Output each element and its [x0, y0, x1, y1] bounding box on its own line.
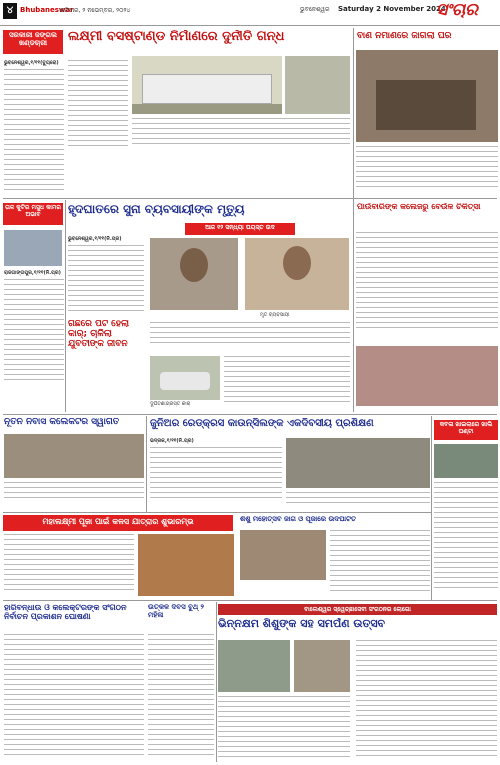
right-top-headline: ବାଣ ନିର୍ମାଣରେ ଜାଗିଲା ଘର	[357, 32, 452, 41]
bottom-text-left	[218, 696, 350, 762]
child-fest-headline: ଶିଶୁ ମହୋତ୍ସବ ଜାଗ ଓ ପୂଜାରେ ଉଦଘାଟିତ	[240, 516, 356, 523]
fire-house-photo	[356, 50, 498, 142]
haribandha-headline: ହାରିବନ୍ଧାଉ ଓ କଲେକ୍ଟରଙ୍କ ସଂଗଠନ ନିର୍ବାଚନ ପ୍ରକାଶନ ଘୋଷଣା	[4, 604, 127, 621]
bottom-headline: ଭିନ୍ନକ୍ଷମ ଶିଶୁଙ୍କ ସହ ସମର୍ପଣ ଉତ୍ସବ	[218, 618, 386, 630]
collector-welcome-photo	[4, 434, 144, 478]
child-fest-text	[330, 530, 430, 596]
center-headline: ହୃଦଘାତରେ ସୁନା ବ୍ୟବସାୟୀଙ୍କ ମୃତ୍ୟୁ	[68, 203, 245, 216]
odia-place: ଭୁବନେଶ୍ୱର	[300, 6, 330, 13]
odia-date: ଶନିବାର, ୨ ନଭେମ୍ବର, ୨୦୨୪	[60, 7, 131, 14]
left-lower-text	[4, 482, 144, 504]
children-photo	[218, 640, 290, 692]
main-headline: ଲକ୍ଷ୍ମୀ ବସଷ୍ଟାଣ୍ଡ ନିର୍ମାଣରେ ଦୁର୍ନୀତି ଗନ୍ଧ	[68, 30, 285, 44]
left-lower-headline: ନୂତନ ନିବାସ କଲେକଟର ସ୍ୱାଗତ	[4, 418, 120, 427]
crash-caption: ଦୁର୍ଘଟଣାଗ୍ରସ୍ତ କାର୍	[150, 401, 191, 407]
booth-headline: ଉତ୍କଳ ଦିବସ ବୁଥ୍ ୨ ମହିଳା	[148, 604, 205, 619]
redcross-text-2	[286, 492, 430, 508]
businessman-photo	[150, 238, 238, 310]
children-photo-2	[294, 640, 350, 692]
dateline: ଭଦ୍ରକ,୧/୧୧(ନି.ପ୍ର)	[150, 438, 194, 444]
dateline: ଭୁବନେଶ୍ୱର,୧/୧୧(ବ୍ୟୁରୋ)	[4, 60, 59, 66]
small-photo	[434, 444, 498, 478]
crash-text	[224, 356, 350, 412]
left-mid-text	[4, 270, 64, 385]
dateline: ରାଜଗାଙ୍ଗପୁର,୧/୧୧(ନି.ପ୍ର)	[4, 270, 61, 276]
booth-text	[148, 634, 214, 762]
left-top-headline: ସରକାରୀ ଜଙ୍ଗଲ ଖଣ୍ଡଚାରୀ	[3, 30, 63, 54]
redcross-photo	[286, 438, 430, 488]
mahalaxmi-headline: ମହାଲକ୍ଷ୍ମୀ ପୂଜା ପାଇଁ କଳସ ଯାତ୍ରାର ଶୁଭାରମ୍ଭ	[3, 515, 233, 531]
redcross-text	[150, 438, 282, 508]
deceased-photo	[245, 238, 349, 310]
procession-photo	[138, 534, 234, 596]
right-lower-headline: କବଳା ଖାଇଲାରେ ଖାଲି ଘଣ୍ଟା	[434, 420, 498, 440]
right-mid-headline: ପାଉଁବାରିଙ୍କ କଲେଜରୁ ବେଉଁଳ ଚିକିତ୍ସା	[357, 203, 481, 211]
hospital-photo	[356, 346, 498, 406]
crashed-car-photo	[150, 356, 220, 400]
left-top-text	[4, 60, 64, 195]
section-banner: ବାଲେଶ୍ୱର ସ୍ୱେଚ୍ଛାସେବୀ ସଂଗଠନର ଲୋଗୋ	[218, 604, 497, 615]
bus-stand-photo	[132, 56, 282, 114]
right-lower-text	[434, 482, 498, 594]
left-mid-headline: ତାଳ କୁଟିର ମସୁଧ କାମର ଅଭାବ	[3, 203, 63, 225]
portrait-photo	[4, 230, 62, 266]
right-top-text	[356, 146, 498, 194]
left-top-text-2	[68, 60, 128, 152]
center-text-mid	[150, 322, 350, 352]
page-number: ୪	[3, 3, 17, 19]
bottom-text-right	[356, 640, 497, 762]
newspaper-logo: ସଂଚାର	[436, 0, 478, 20]
masthead	[0, 0, 500, 26]
edition-label: Bhubaneswar	[20, 6, 74, 14]
center-text-left	[68, 236, 144, 316]
deceased-caption: ମୃତ ବ୍ୟବସାୟୀ	[260, 312, 290, 318]
right-mid-text	[356, 232, 498, 342]
main-story-text	[132, 118, 350, 152]
dateline: ଭୁବନେଶ୍ୱର,୧/୧୧(ନି.ପ୍ର)	[68, 236, 122, 242]
wide-headline: ଜୁନିଅର ରେଡ୍‌କ୍ରସ କାଉନ୍‌ସିଲଙ୍କ ଏକଦିବସୀୟ ପ୍ରଶିକ୍ଷଣ	[150, 418, 374, 429]
haribandha-text	[4, 634, 144, 762]
bus-stand-photo-2	[285, 56, 350, 114]
crash-headline: ଗଛରେ ପିଟି ହେଲା କାର୍; ଚାଳିଲା ଯୁବତୀଙ୍କ ଜୀବନ	[68, 320, 129, 349]
child-fest-photo	[240, 530, 326, 580]
mahalaxmi-text	[4, 534, 134, 596]
center-badge: ଆଜ ୧୨ ସନ୍ଧ୍ୟା ଘୟସ୍ତ ଉଦ	[185, 223, 295, 235]
english-date: Saturday 2 November 2024	[338, 5, 446, 13]
